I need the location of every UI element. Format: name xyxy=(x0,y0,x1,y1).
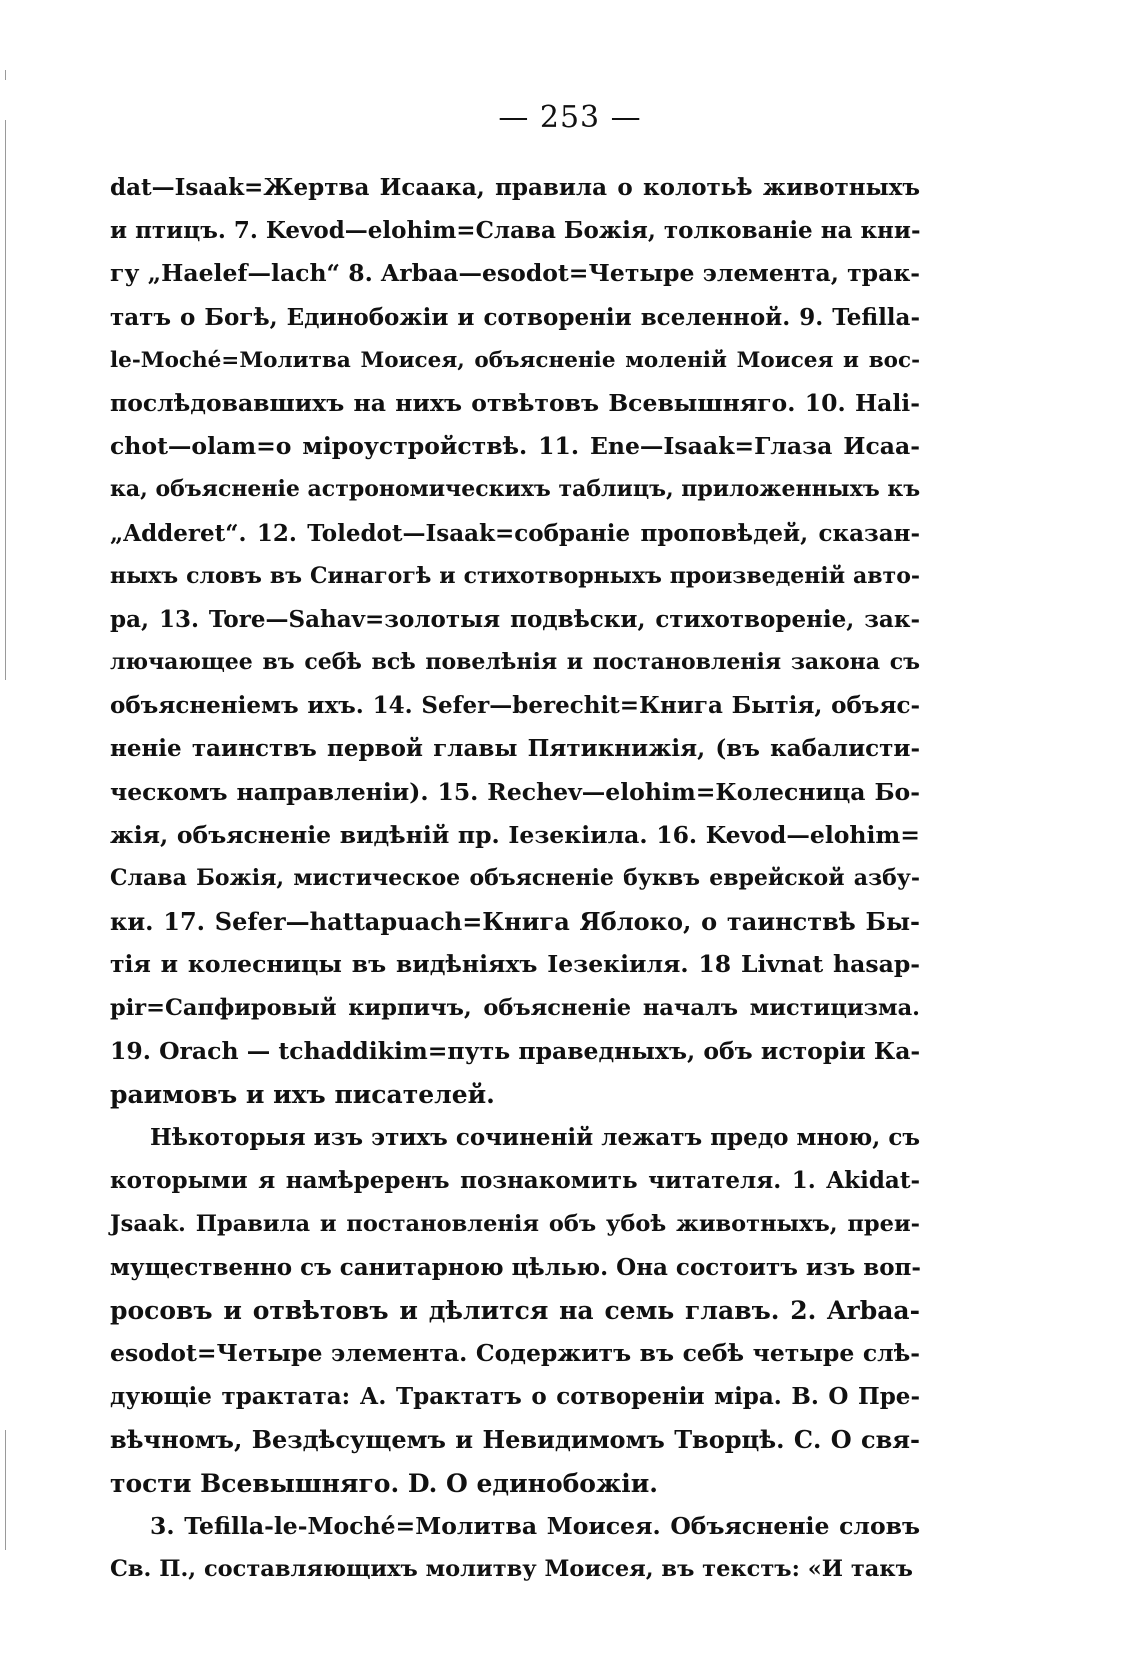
text-line: раимовъ и ихъ писателей. xyxy=(110,1079,495,1109)
text-line: вѣчномъ, Вездѣсущемъ и Невидимомъ Творцѣ. С. О свя- xyxy=(110,1425,920,1455)
text-line: тія и колесницы въ видѣніяхъ Іезекіиля. 18 Livnat hasap- xyxy=(110,950,920,979)
text-line: жія, объясненіе видѣній пр. Іезекіила. 16. Kevod—elohim= xyxy=(110,820,920,849)
text-line: Св. П., составляющихъ молитву Моисея, въ текстъ: «И такъ xyxy=(110,1556,913,1582)
text-line: pir=Сапфировый кирпичъ, объясненіе началъ мистицизма. xyxy=(110,994,920,1021)
text-line: Jsaak. Правила и постановленія объ убоѣ животныхъ, преи- xyxy=(110,1210,920,1237)
text-line: „Adderet“. 12. Toledot—Isaak=собраніе проповѣдей, сказан- xyxy=(110,519,920,547)
text-line: росовъ и отвѣтовъ и дѣлится на семь главъ. 2. Arbaa- xyxy=(110,1295,920,1325)
text-line: которыми я намѣреренъ познакомить читателя. 1. Akidat- xyxy=(110,1167,920,1195)
page-text xyxy=(110,166,920,1591)
text-line: ки. 17. Sefer—hattapuach=Книга Яблоко, о таинствѣ Бы- xyxy=(110,907,920,937)
paragraph-works-described xyxy=(110,1116,920,1505)
text-line: le-Moché=Молитва Моисея, объясненіе моленій Моисея и вос- xyxy=(110,347,920,373)
text-line: татъ о Богѣ, Единобожіи и сотвореніи вселенной. 9. Tefilla- xyxy=(110,303,920,331)
text-line: 19. Orach — tchaddikim=путь праведныхъ, объ исторіи Ка- xyxy=(110,1036,921,1065)
text-line: лючающее въ себѣ всѣ повелѣнія и постановленія закона съ xyxy=(110,649,920,676)
text-line: объясненіемъ ихъ. 14. Sefer—berechit=Книга Бытія, объяс- xyxy=(110,692,920,720)
text-line: 3. Tefilla-le-Moché=Молитва Моисея. Объясненіе словъ xyxy=(150,1511,920,1540)
text-line: дующіе трактата: А. Трактатъ о сотвореніи міра. В. О Пре- xyxy=(110,1383,920,1411)
text-line: ка, объясненіе астрономическихъ таблицъ, приложенныхъ къ xyxy=(110,476,921,503)
text-line: dat—Isaak=Жертва Исаака, правила о колотьѣ животныхъ xyxy=(110,174,920,201)
scan-edge-mark xyxy=(5,120,6,680)
text-line: Слава Божія, мистическое объясненіе буквъ еврейской азбу- xyxy=(110,865,920,891)
text-line: ра, 13. Tore—Sahav=золотыя подвѣски, стихотвореніе, зак- xyxy=(110,605,920,633)
page-number: — 253 — xyxy=(498,100,642,135)
text-line: послѣдовавшихъ на нихъ отвѣтовъ Всевышняго. 10. Hali- xyxy=(110,388,920,417)
paragraph-works-list xyxy=(110,166,920,1116)
text-line: ческомъ направленіи). 15. Rechev—elohim=Колесница Бо- xyxy=(110,777,920,806)
text-line: Нѣкоторыя изъ этихъ сочиненій лежатъ предо мною, съ xyxy=(150,1124,920,1152)
text-line: гу „Haelef—lach“ 8. Arbaa—esodot=Четыре элемента, трак- xyxy=(110,259,921,288)
text-line: тости Всевышняго. D. О единобожіи. xyxy=(110,1468,658,1498)
text-line: мущественно съ санитарною цѣлью. Она состоитъ изъ воп- xyxy=(110,1253,921,1281)
paragraph-tefilla xyxy=(110,1505,920,1591)
text-line: и птицъ. 7. Kevod—elohim=Слава Божія, толкованіе на кни- xyxy=(110,217,921,245)
text-line: ныхъ словъ въ Синагогѣ и стихотворныхъ произведеній авто- xyxy=(110,562,920,589)
scan-edge-mark xyxy=(5,70,6,80)
scan-edge-mark xyxy=(5,1430,6,1550)
text-line: неніе таинствъ первой главы Пятикнижія, (въ кабалисти- xyxy=(110,735,920,763)
text-line: chot—olam=о міроустройствѣ. 11. Ene—Isaak=Глаза Исаа- xyxy=(110,432,920,461)
text-line: esodot=Четыре элемента. Содержитъ въ себѣ четыре слѣ- xyxy=(110,1339,920,1368)
